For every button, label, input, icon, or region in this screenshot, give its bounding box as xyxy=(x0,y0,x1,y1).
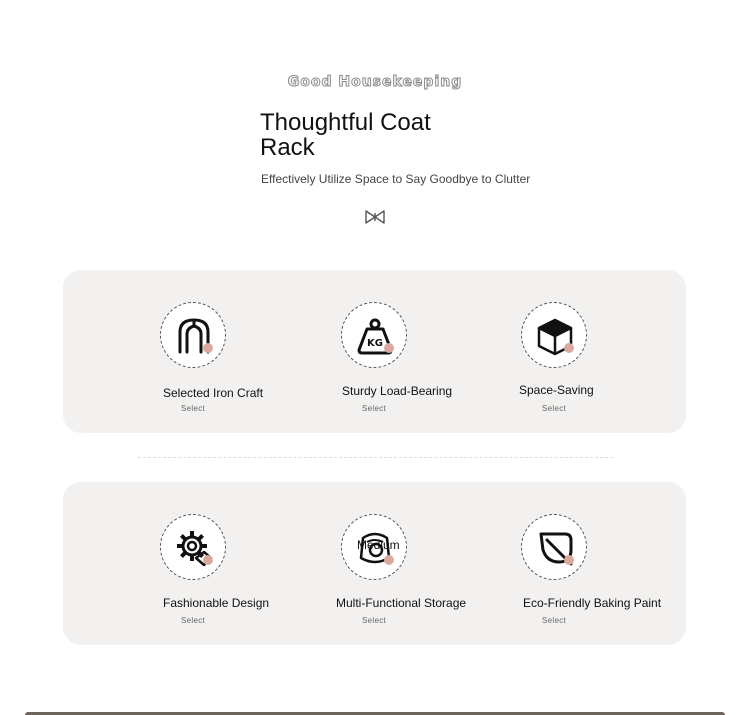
feature-label: Fashionable Design xyxy=(163,596,270,610)
feature-iron-craft[interactable] xyxy=(160,270,340,413)
feature-select[interactable]: Select xyxy=(362,404,387,413)
feature-label: Sturdy Load-Bearing xyxy=(342,384,453,398)
brand-logo: Good Housekeeping xyxy=(287,74,463,90)
feature-icon-circle xyxy=(521,514,587,580)
feature-eco-friendly-paint[interactable] xyxy=(521,482,701,625)
feature-icon-circle xyxy=(521,302,587,368)
feature-label: Space-Saving xyxy=(519,383,594,397)
accent-dot xyxy=(384,555,394,565)
feature-icon-circle xyxy=(160,302,226,368)
accent-dot xyxy=(384,343,394,353)
feature-select[interactable]: Select xyxy=(181,404,206,413)
accent-dot xyxy=(564,343,574,353)
bow-tie-icon xyxy=(364,208,386,226)
feature-space-saving[interactable] xyxy=(519,270,701,413)
section-divider xyxy=(138,457,613,458)
page-subtitle: Effectively Utilize Space to Say Goodbye to Clutter xyxy=(261,172,531,186)
feature-label: Eco-Friendly Baking Paint xyxy=(523,596,662,610)
svg-text:KG: KG xyxy=(367,338,383,349)
feature-label: Multi-Functional Storage xyxy=(336,596,467,610)
accent-dot xyxy=(203,343,213,353)
accent-dot xyxy=(203,555,213,565)
page-title: Thoughtful Coat Rack xyxy=(260,109,431,161)
feature-select[interactable]: Select xyxy=(362,616,387,625)
feature-select[interactable]: Select xyxy=(181,616,206,625)
feature-label: Selected Iron Craft xyxy=(163,386,264,400)
feature-load-bearing[interactable] xyxy=(341,270,521,413)
feature-select[interactable]: Select xyxy=(542,616,567,625)
accent-dot xyxy=(564,555,574,565)
size-overlay-label: Medium xyxy=(357,538,400,552)
feature-multi-functional-storage[interactable] xyxy=(336,482,521,625)
feature-icon-circle xyxy=(160,514,226,580)
feature-icon-circle xyxy=(341,302,407,368)
feature-select[interactable]: Select xyxy=(542,404,567,413)
feature-fashionable-design[interactable] xyxy=(160,482,340,625)
